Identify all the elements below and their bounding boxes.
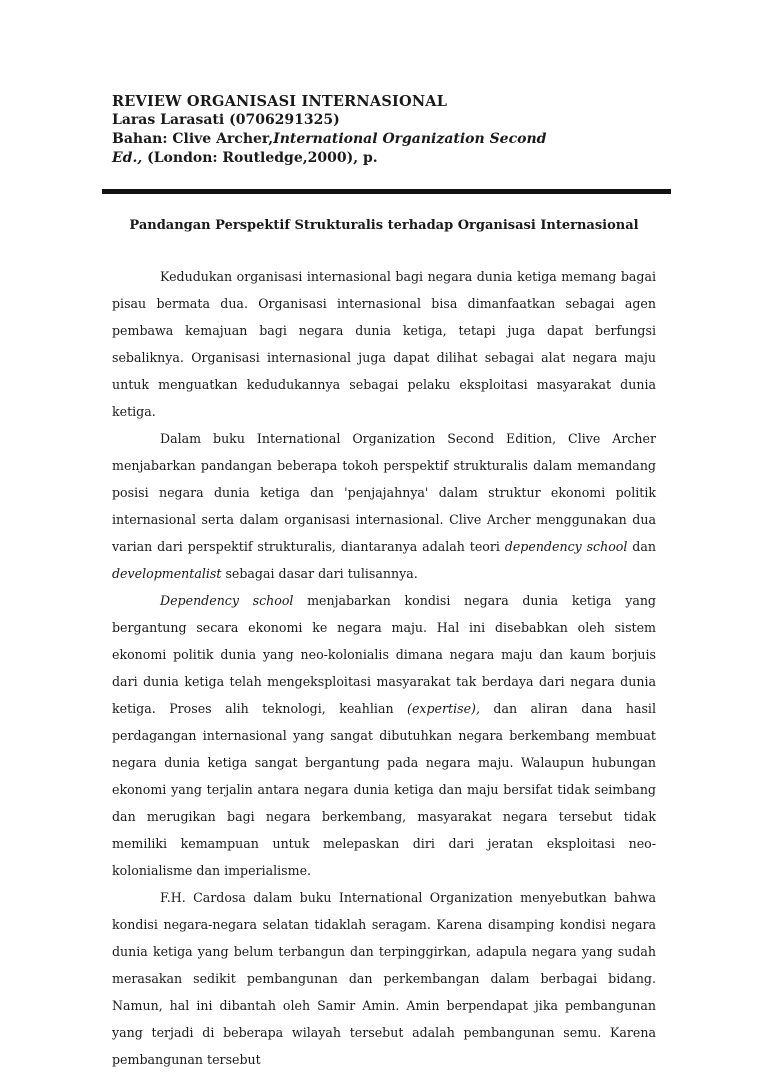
source-line-continued	[112, 149, 492, 168]
section-heading: Pandangan Perspektif Strukturalis terhadap Organisasi Internasional	[129, 218, 639, 233]
source-book-title-cont: Ed.,	[112, 150, 143, 166]
paragraph-3-text-b: dan aliran dana hasil perdagangan internasional yang sangat dibutuhkan negara berkembang membuat negara dunia ketiga sangat bergantung pada negara maju. Walaupun hubungan ekonomi yang terjalin antara negara dunia ketiga dan maju bersifat tidak seimbang dan merugikan bagi negara berkembang, masyarakat negara tersebut tidak memiliki kemampuan untuk melepaskan diri dari jeratan eksploitasi neo-kolonialisme dan imperialisme.	[112, 701, 656, 878]
term-dependency-school-start: Dependency school	[160, 593, 294, 608]
source-book-title: International Organization Second	[273, 131, 547, 147]
paragraph-2-text-b: dan	[632, 539, 656, 554]
document-header	[112, 92, 547, 168]
review-title: REVIEW ORGANISASI INTERNASIONAL	[112, 93, 448, 110]
term-expertise: (expertise),	[407, 701, 480, 716]
paragraph-4	[112, 884, 656, 1073]
term-developmentalist: developmentalist	[112, 566, 222, 581]
term-dependency-school: dependency school	[504, 539, 628, 554]
source-line	[112, 130, 547, 149]
document-body	[112, 263, 656, 1073]
paragraph-3	[112, 587, 656, 884]
paragraph-3-text-a: menjabarkan kondisi negara dunia ketiga yang bergantung secara ekonomi ke negara maju. Hal ini disebabkan oleh sistem ekonomi politik dunia yang neo-kolonialis dimana negara maju dan kaum borjuis dari dunia ketiga telah mengeksploitasi masyarakat tak berdaya dari negara dunia ketiga. Proses alih teknologi, keahlian	[112, 593, 656, 716]
paragraph-2-text-a: Dalam buku International Organization Second Edition, Clive Archer menjabarkan pandangan beberapa tokoh perspektif strukturalis dalam memandang posisi negara dunia ketiga dan 'penjajahnya' dalam struktur ekonomi politik internasional serta dalam organisasi internasional. Clive Archer menggunakan dua varian dari perspektif strukturalis, diantaranya adalah teori	[112, 431, 656, 554]
header-divider	[102, 189, 671, 194]
paragraph-2	[112, 425, 656, 587]
paragraph-2-text-c: sebagai dasar dari tulisannya.	[225, 566, 418, 581]
paragraph-1-text: Kedudukan organisasi internasional bagi negara dunia ketiga memang bagai pisau bermata dua. Organisasi internasional bisa dimanfaatkan sebagai agen pembawa kemajuan bagi negara dunia ketiga, tetapi juga dapat berfungsi sebaliknya. Organisasi internasional juga dapat dilihat sebagai alat negara maju untuk menguatkan kedudukannya sebagai pelaku eksploitasi masyarakat dunia ketiga.	[112, 269, 656, 419]
author-line: Laras Larasati (0706291325)	[112, 112, 340, 128]
paragraph-1	[112, 263, 656, 425]
source-publisher: (London: Routledge,2000), p.	[147, 150, 378, 166]
source-prefix: Bahan: Clive Archer,	[112, 131, 274, 147]
paragraph-4-text: F.H. Cardosa dalam buku International Organization menyebutkan bahwa kondisi negara-negara selatan tidaklah seragam. Karena disamping kondisi negara dunia ketiga yang belum terbangun dan terpinggirkan, adapula negara yang sudah merasakan sedikit pembangunan dan perkembangan dalam berbagai bidang. Namun, hal ini dibantah oleh Samir Amin. Amin berpendapat jika pembangunan yang terjadi di beberapa wilayah tersebut adalah pembangunan semu. Karena pembangunan tersebut	[112, 890, 656, 1067]
